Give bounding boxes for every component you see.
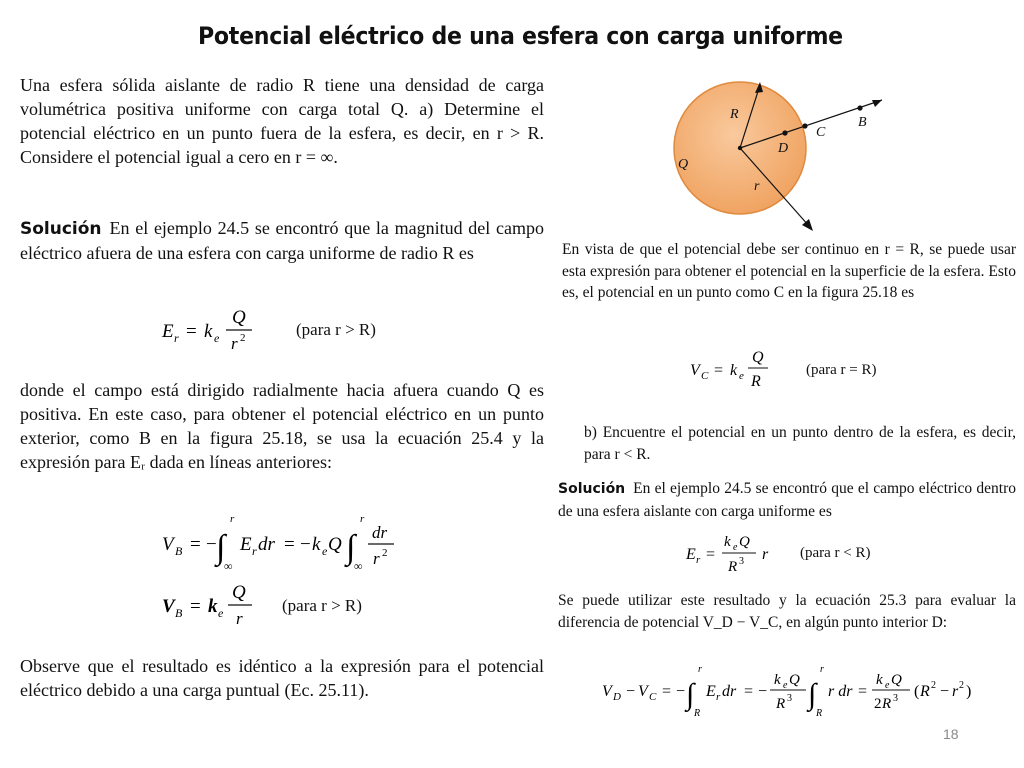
svg-text:e: e bbox=[322, 544, 328, 558]
label-R: R bbox=[730, 107, 739, 122]
svg-text:(: ( bbox=[914, 683, 920, 700]
svg-text:Q: Q bbox=[232, 307, 246, 328]
equation-field-inside bbox=[684, 530, 794, 580]
svg-text:e: e bbox=[739, 370, 744, 382]
svg-text:=: = bbox=[858, 683, 868, 700]
svg-text:−: − bbox=[940, 683, 950, 700]
label-B: B bbox=[858, 115, 867, 130]
svg-text:=: = bbox=[284, 534, 295, 555]
svg-text:r: r bbox=[252, 544, 257, 558]
svg-text:=: = bbox=[190, 534, 201, 555]
svg-text:Q: Q bbox=[891, 672, 902, 688]
ray-arrowhead bbox=[872, 100, 882, 107]
svg-text:): ) bbox=[966, 683, 972, 700]
svg-text:D: D bbox=[613, 691, 621, 703]
equation-potential-outside bbox=[160, 582, 270, 634]
svg-text:2: 2 bbox=[382, 547, 388, 559]
svg-text:E: E bbox=[706, 683, 716, 700]
svg-text:k: k bbox=[204, 321, 213, 342]
solution-text: En el ejemplo 24.5 se encontró que la magnitud del campo eléctrico afuera de una esfera con carga uniforme de radio R es bbox=[20, 218, 544, 263]
equation-potential-integral bbox=[160, 508, 410, 578]
eq3-condition: (para r > R) bbox=[282, 596, 362, 615]
svg-text:Q: Q bbox=[328, 534, 342, 555]
svg-text:R: R bbox=[776, 696, 786, 712]
part-b-question: b) Encuentre el potencial en un punto dentro de la esfera, es decir, para r < R. bbox=[584, 424, 1016, 463]
svg-text:Q: Q bbox=[739, 534, 750, 550]
svg-text:∞: ∞ bbox=[224, 559, 233, 573]
svg-text:dr: dr bbox=[372, 523, 388, 542]
svg-text:2: 2 bbox=[240, 332, 246, 344]
solution-label: Solución bbox=[20, 219, 102, 239]
svg-text:C: C bbox=[649, 691, 657, 703]
svg-text:r: r bbox=[696, 554, 701, 566]
point-center bbox=[738, 146, 742, 150]
solution-label-b: Solución bbox=[558, 481, 626, 497]
svg-text:3: 3 bbox=[893, 693, 898, 704]
svg-text:k: k bbox=[312, 534, 321, 555]
svg-text:r: r bbox=[716, 691, 721, 703]
right-paragraph-1: En vista de que el potencial debe ser continuo en r = R, se puede usar esta expresión para obtener el potencial en la superficie de la esfera. Esto es, el potencial en un punto como C en la figura 25.18 es bbox=[562, 241, 1016, 301]
svg-text:B: B bbox=[175, 544, 183, 558]
svg-text:V: V bbox=[638, 683, 648, 700]
svg-text:r: r bbox=[698, 664, 702, 675]
svg-text:r: r bbox=[762, 546, 769, 563]
svg-text:k: k bbox=[876, 672, 883, 688]
svg-text:−: − bbox=[758, 683, 768, 700]
sphere-figure bbox=[664, 64, 894, 236]
svg-text:dr: dr bbox=[258, 534, 275, 555]
svg-text:∫: ∫ bbox=[686, 678, 695, 711]
svg-text:−: − bbox=[626, 683, 636, 700]
svg-text:k: k bbox=[724, 534, 731, 550]
eq1-condition: (para r > R) bbox=[296, 320, 376, 339]
svg-text:dr: dr bbox=[722, 683, 737, 700]
svg-text:Q: Q bbox=[752, 349, 764, 366]
label-C: C bbox=[816, 125, 826, 140]
svg-text:R: R bbox=[694, 708, 701, 719]
svg-text:3: 3 bbox=[787, 693, 792, 704]
svg-text:r: r bbox=[174, 331, 179, 345]
svg-text:R: R bbox=[816, 708, 823, 719]
svg-text:=: = bbox=[744, 683, 754, 700]
svg-text:e: e bbox=[733, 542, 738, 553]
svg-text:r: r bbox=[952, 683, 959, 700]
svg-text:∫: ∫ bbox=[346, 529, 356, 566]
svg-text:B: B bbox=[175, 606, 183, 620]
label-r: r bbox=[754, 179, 760, 194]
point-C bbox=[802, 123, 807, 128]
svg-text:E: E bbox=[686, 546, 696, 563]
svg-text:k: k bbox=[730, 362, 738, 379]
svg-text:r: r bbox=[236, 609, 243, 628]
page-title: Potencial eléctrico de una esfera con carga uniforme bbox=[198, 22, 843, 50]
svg-text:r: r bbox=[230, 513, 235, 525]
svg-text:R: R bbox=[920, 683, 930, 700]
svg-text:=: = bbox=[190, 596, 201, 617]
svg-text:=: = bbox=[714, 362, 724, 379]
svg-text:r: r bbox=[360, 513, 365, 525]
svg-text:r: r bbox=[820, 664, 824, 675]
svg-text:V: V bbox=[162, 534, 174, 555]
svg-text:3: 3 bbox=[739, 556, 744, 567]
right-paragraph-2: Se puede utilizar este resultado y la ecuación 25.3 para evaluar la diferencia de potencial V_D − V_C, en algún punto interior D: bbox=[558, 592, 1016, 631]
svg-text:∫: ∫ bbox=[216, 529, 226, 566]
svg-text:−: − bbox=[300, 534, 311, 555]
svg-text:r: r bbox=[231, 334, 238, 353]
svg-text:k: k bbox=[774, 672, 781, 688]
svg-text:E: E bbox=[162, 321, 174, 342]
svg-text:e: e bbox=[214, 331, 220, 345]
svg-text:C: C bbox=[701, 370, 709, 382]
svg-text:r dr: r dr bbox=[828, 683, 853, 700]
equation-potential-difference bbox=[600, 660, 980, 722]
svg-text:Q: Q bbox=[789, 672, 800, 688]
eq5-condition: (para r < R) bbox=[800, 545, 871, 561]
svg-text:V: V bbox=[602, 683, 612, 700]
eq4-condition: (para r = R) bbox=[806, 362, 877, 378]
svg-text:e: e bbox=[783, 680, 788, 691]
left-solution-paragraph bbox=[20, 216, 544, 265]
right-solution-paragraph bbox=[558, 478, 1016, 522]
svg-text:−: − bbox=[676, 683, 686, 700]
label-Q: Q bbox=[678, 157, 689, 172]
solution-text-b: En el ejemplo 24.5 se encontró que el campo eléctrico dentro de una esfera aislante con carga uniforme es bbox=[558, 480, 1016, 520]
left-paragraph-2: donde el campo está dirigido radialmente hacia afuera cuando Q es positiva. En este caso, para obtener el potencial eléctrico en un punto exterior, como B en la figura 25.18, se usa la ecuación 25.4 y la expresión para Eᵣ dada en líneas anteriores: bbox=[20, 380, 544, 472]
svg-text:Q: Q bbox=[232, 582, 246, 603]
svg-text:R: R bbox=[882, 696, 892, 712]
svg-text:r: r bbox=[373, 549, 380, 568]
equation-potential-surface bbox=[688, 346, 788, 396]
svg-text:=: = bbox=[706, 546, 716, 563]
svg-text:R: R bbox=[728, 559, 738, 575]
left-paragraph-3: Observe que el resultado es idéntico a la expresión para el potencial eléctrico debido a una carga puntual (Ec. 25.11). bbox=[20, 656, 544, 700]
page-number: 18 bbox=[943, 726, 959, 742]
svg-text:∫: ∫ bbox=[808, 678, 817, 711]
svg-text:=: = bbox=[186, 321, 197, 342]
svg-text:=: = bbox=[662, 683, 672, 700]
svg-text:e: e bbox=[218, 606, 224, 620]
point-B bbox=[857, 105, 862, 110]
problem-statement: Una esfera sólida aislante de radio R tiene una densidad de carga volumétrica positiva uniforme con carga total Q. a) Determine el potencial eléctrico en un punto fuera de la esfera, es decir, en r > R. Considere el potencial igual a cero en r = ∞. bbox=[20, 75, 544, 167]
svg-text:∞: ∞ bbox=[354, 559, 363, 573]
svg-text:V: V bbox=[162, 596, 175, 617]
svg-text:e: e bbox=[885, 680, 890, 691]
point-D bbox=[782, 130, 787, 135]
svg-text:−: − bbox=[206, 534, 217, 555]
svg-text:V: V bbox=[690, 362, 700, 379]
svg-text:2: 2 bbox=[874, 696, 882, 712]
label-D: D bbox=[778, 141, 789, 156]
svg-text:2: 2 bbox=[959, 680, 964, 691]
svg-text:R: R bbox=[751, 373, 761, 390]
svg-text:k: k bbox=[208, 596, 218, 617]
svg-text:E: E bbox=[240, 534, 252, 555]
svg-text:2: 2 bbox=[931, 680, 936, 691]
equation-field-outside bbox=[160, 305, 280, 357]
